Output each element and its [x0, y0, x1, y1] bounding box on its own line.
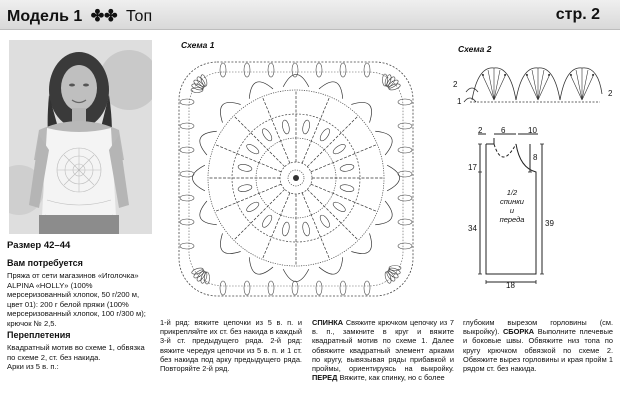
model-name: Топ	[126, 8, 153, 25]
dim-left-17: 17	[468, 163, 477, 172]
page-header	[0, 0, 620, 30]
dim-top-left: 2	[478, 126, 483, 135]
neckline-text: глубоким вырезом горловины (см. выкройку).	[463, 318, 613, 337]
model-title	[7, 6, 152, 26]
back-text: Свяжите крючком цепочку из 7 в. п., замкните в круг и вяжите квадратный мотив по схеме 1. Далее обвяжите квадратный элемент арками по кругу, вывязывая ряды прибавкой и проймы, ориентируясь на выкройку.	[312, 318, 454, 374]
garment-pattern	[468, 124, 558, 294]
weaves-arches-text: Арки из 5 в. п.:	[7, 362, 59, 371]
dim-left-34: 34	[468, 224, 477, 233]
instructions-col-3	[463, 318, 613, 373]
assembly-text: Выполните плечевые и боковые швы. Обвяжите низ топа по кругу крючком обвязкой по схеме 2. Обвяжите вырез горловины и края пройм 1 рядом ст. без накида.	[463, 327, 613, 374]
pattern-label-line: и	[509, 206, 515, 215]
dim-right-8: 8	[533, 153, 538, 162]
dim-bottom-18: 18	[506, 281, 515, 290]
scheme2-label: Схема 2	[458, 44, 492, 54]
pattern-center-label	[490, 188, 534, 224]
size-label: Размер 42–44	[7, 240, 71, 251]
instructions-col-2	[312, 318, 454, 382]
scheme2-row-1-left: 1	[457, 97, 462, 106]
front-text: Вяжите, как спинку, но с более	[339, 373, 445, 383]
pattern-label-line: 1/2	[506, 188, 518, 197]
back-heading: СПИНКА	[312, 318, 344, 327]
weaves-text: Квадратный мотив во схеме 1, обвязка по схеме 2, ст. без накида.	[7, 343, 145, 362]
front-heading: ПЕРЕД	[312, 373, 338, 383]
materials-heading: Вам потребуется	[7, 258, 83, 268]
dim-top-right: 10	[528, 126, 537, 135]
dim-right-39: 39	[545, 219, 554, 228]
pattern-label-line: спинки	[500, 197, 524, 206]
separator-ornament: ✤✤	[90, 8, 118, 25]
materials-text: Пряжа от сети магазинов «Иголочка» ALPINA «HOLLY» (100% мерсеризованный хлопок, 50 г/200 м, цвет 01): 200 г белой пряжи (100% мерсеризованный хлопок, 100 г/300 м); крючок № 2,5.	[7, 271, 146, 328]
scheme2-diagram	[450, 54, 620, 109]
scheme2-row-2-left: 2	[453, 80, 458, 89]
model-photo	[9, 40, 152, 234]
page-number: стр. 2	[555, 6, 600, 23]
scheme2-row-2-right: 2	[608, 89, 613, 98]
model-number: Модель 1	[7, 8, 83, 25]
scheme1-label: Схема 1	[181, 40, 215, 50]
scheme1-diagram	[171, 50, 421, 310]
instructions-col-1: 1-й ряд: вяжите цепочки из 5 в. п. и прикрепляйте их ст. без накида в каждый 3-й ст. предыдущего ряда. 2-й ряд: вяжите чередуя цепочки из 5 в. п. и 1 ст. без накида под арку предыдущего ряда. Повторяйте 2-й ряд.	[160, 318, 302, 374]
dim-top-middle: 6	[501, 126, 506, 135]
weaves-heading: Переплетения	[7, 330, 71, 340]
assembly-heading: СБОРКА	[502, 327, 535, 337]
pattern-label-line: переда	[499, 215, 525, 224]
